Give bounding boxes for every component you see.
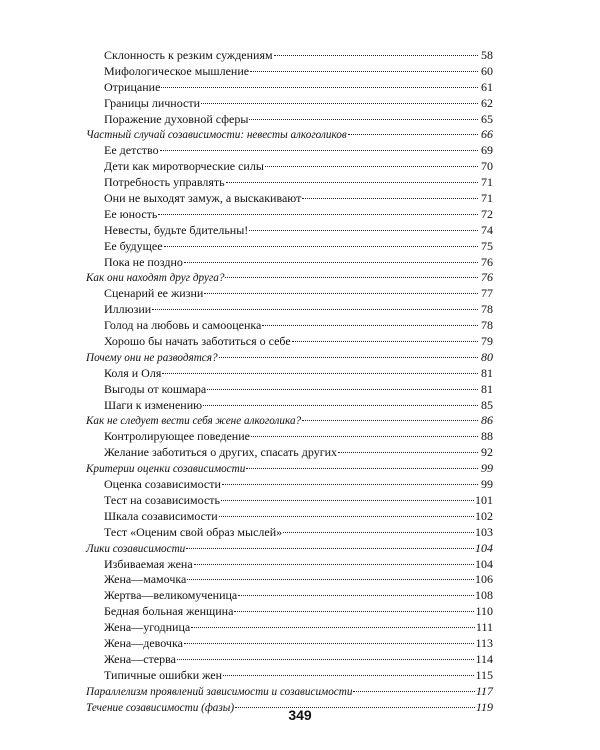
- toc-entry-row: [86, 429, 493, 445]
- dot-leader: [184, 643, 475, 644]
- toc-entry-page: 61: [481, 79, 493, 94]
- toc-entry-row: [86, 477, 493, 493]
- toc-entry-title: Отрицание: [104, 79, 161, 94]
- toc-entry-title: Избиваемая жена: [104, 556, 193, 571]
- toc-entry-title: Голод на любовь и самооценка: [104, 318, 262, 333]
- toc-entry-title: Жена—стерва: [104, 651, 176, 666]
- dot-leader: [302, 420, 478, 421]
- toc-entry-page: 75: [481, 238, 493, 253]
- dot-leader: [292, 341, 478, 342]
- toc-entry-row: [86, 557, 493, 573]
- toc-entry-title: Иллюзии: [104, 302, 152, 317]
- dot-leader: [177, 659, 474, 660]
- toc-entry-row: [86, 191, 493, 207]
- toc-entry-title: Жертва—великомученица: [104, 588, 238, 603]
- dot-leader: [203, 405, 478, 406]
- toc-entry-row: [86, 207, 493, 223]
- toc-entry-title: Невесты, будьте бдительны!: [104, 222, 249, 237]
- toc-entry-title: Оценка созависимости: [104, 477, 221, 492]
- toc-entry-title: Пока не поздно: [104, 254, 183, 269]
- toc-entry-row: [86, 159, 493, 175]
- toc-entry-row: [86, 668, 493, 684]
- toc-entry-title: Жена—угодница: [104, 620, 191, 635]
- toc-entry-title: Коля и Оля: [104, 365, 162, 380]
- toc-entry-title: Как они находят друг друга?: [86, 272, 225, 285]
- toc-entry-title: Частный случай созависимости: невесты алкоголиков: [86, 129, 347, 142]
- dot-leader: [338, 452, 478, 453]
- toc-entry-page: 66: [481, 127, 493, 142]
- dot-leader: [348, 134, 478, 135]
- page-number: 349: [288, 707, 312, 723]
- dot-leader: [162, 373, 478, 374]
- toc-entry-row: [86, 525, 493, 541]
- toc-entry-row: [86, 175, 493, 191]
- toc-entry-row: [86, 445, 493, 461]
- dot-leader: [274, 55, 478, 56]
- dot-leader: [152, 309, 478, 310]
- toc-section-row: [86, 350, 493, 366]
- toc-entry-title: Дети как миротворческие силы: [104, 159, 264, 174]
- toc-entry-page: 71: [481, 175, 493, 190]
- toc-section-row: [86, 461, 493, 477]
- dot-leader: [262, 325, 478, 326]
- dot-leader: [219, 516, 474, 517]
- dot-leader: [234, 611, 474, 612]
- dot-leader: [186, 548, 474, 549]
- toc-entry-page: 60: [481, 63, 493, 78]
- toc-entry-page: 88: [481, 429, 493, 444]
- toc-entry-title: Тест на созависимость: [104, 492, 220, 507]
- toc-entry-title: Жена—девочка: [104, 635, 183, 650]
- toc-entry-title: Почему они не разводятся?: [86, 351, 218, 364]
- toc-entry-page: 101: [475, 492, 493, 507]
- dot-leader: [249, 230, 478, 231]
- toc-entry-title: Критерии оценки созависимости: [86, 463, 246, 476]
- toc-entry-page: 104: [475, 540, 493, 555]
- dot-leader: [353, 691, 474, 692]
- dot-leader: [207, 389, 478, 390]
- toc-entry-title: Шкала созависимости: [104, 508, 218, 523]
- toc-entry-row: [86, 239, 493, 255]
- toc-entry-row: [86, 588, 493, 604]
- toc-entry-page: 114: [475, 651, 493, 666]
- toc-entry-page: 62: [481, 95, 493, 110]
- toc-entry-title: Они не выходят замуж, а выскакивают: [104, 191, 302, 206]
- toc-entry-row: [86, 382, 493, 398]
- toc-entry-title: Параллелизм проявлений зависимости и созависимости: [86, 685, 353, 698]
- toc-entry-title: Склонность к резким суждениям: [104, 48, 273, 62]
- toc-entry-page: 70: [481, 159, 493, 174]
- toc-entry-page: 113: [475, 635, 493, 650]
- toc-section-row: [86, 127, 493, 143]
- dot-leader: [251, 436, 478, 437]
- toc-entry-row: [86, 223, 493, 239]
- toc-entry-row: [86, 64, 493, 80]
- toc-entry-page: 58: [481, 48, 493, 62]
- toc-entry-page: 106: [475, 572, 493, 587]
- toc-entry-row: [86, 652, 493, 668]
- toc-entry-row: [86, 143, 493, 159]
- dot-leader: [222, 484, 478, 485]
- toc-entry-page: 79: [481, 334, 493, 349]
- toc-section-row: [86, 270, 493, 286]
- toc-entry-page: 99: [481, 477, 493, 492]
- toc-entry-row: [86, 48, 493, 64]
- toc-entry-page: 111: [475, 620, 493, 635]
- toc-entry-page: 80: [481, 349, 493, 364]
- toc-entry-page: 86: [481, 413, 493, 428]
- toc-entry-page: 81: [481, 365, 493, 380]
- dot-leader: [219, 357, 478, 358]
- dot-leader: [226, 182, 478, 183]
- toc-entry-page: 78: [481, 318, 493, 333]
- toc-entry-row: [86, 334, 493, 350]
- dot-leader: [221, 500, 474, 501]
- dot-leader: [302, 198, 478, 199]
- toc-entry-page: 65: [481, 111, 493, 126]
- dot-leader: [201, 103, 478, 104]
- toc-entry-title: Тест «Оценим свой образ мыслей»: [104, 524, 283, 539]
- toc-section-row: [86, 684, 493, 700]
- toc-entry-row: [86, 255, 493, 271]
- toc-entry-row: [86, 80, 493, 96]
- dot-leader: [249, 119, 478, 120]
- toc-entry-title: Поражение духовной сферы: [104, 111, 249, 126]
- toc-entry-page: 102: [475, 508, 493, 523]
- toc-entry-title: Желание заботиться о других, спасать других: [104, 445, 338, 460]
- toc-entry-title: Течение созависимости (фазы): [86, 701, 235, 714]
- dot-leader: [194, 564, 474, 565]
- toc-entry-row: [86, 302, 493, 318]
- toc-entry-row: [86, 96, 493, 112]
- toc-entry-title: Как не следует вести себя жене алкоголика?: [86, 415, 302, 428]
- toc-entry-page: 104: [475, 556, 493, 571]
- dot-leader: [160, 150, 478, 151]
- toc-entry-title: Лики созависимости: [86, 542, 186, 555]
- dot-leader: [265, 166, 478, 167]
- toc-entry-title: Ее юность: [104, 206, 158, 221]
- dot-leader: [204, 293, 478, 294]
- toc-entry-title: Ее будущее: [104, 238, 163, 253]
- toc-entry-row: [86, 318, 493, 334]
- toc-entry-page: 99: [481, 461, 493, 476]
- dot-leader: [184, 262, 478, 263]
- toc-entry-page: 117: [475, 683, 493, 698]
- dot-leader: [283, 532, 474, 533]
- toc-entry-row: [86, 493, 493, 509]
- toc-entry-title: Хорошо бы начать заботиться о себе: [104, 334, 291, 349]
- toc-entry-row: [86, 286, 493, 302]
- toc-entry-row: [86, 112, 493, 128]
- dot-leader: [225, 277, 478, 278]
- dot-leader: [250, 71, 478, 72]
- toc-entry-row: [86, 620, 493, 636]
- table-of-contents: [86, 48, 493, 715]
- toc-entry-title: Сценарий ее жизни: [104, 286, 204, 301]
- toc-entry-title: Типичные ошибки жен: [104, 667, 223, 682]
- toc-entry-page: 115: [475, 667, 493, 682]
- toc-entry-page: 72: [481, 206, 493, 221]
- toc-entry-row: [86, 636, 493, 652]
- dot-leader: [164, 246, 478, 247]
- toc-entry-title: Ее детство: [104, 143, 159, 158]
- toc-entry-page: 85: [481, 397, 493, 412]
- toc-section-row: [86, 413, 493, 429]
- toc-entry-row: [86, 366, 493, 382]
- toc-entry-title: Жена—мамочка: [104, 572, 187, 587]
- toc-entry-page: 76: [481, 270, 493, 285]
- toc-entry-page: 119: [475, 699, 493, 714]
- toc-entry-page: 110: [475, 604, 493, 619]
- toc-entry-page: 108: [475, 588, 493, 603]
- dot-leader: [187, 579, 474, 580]
- toc-entry-page: 69: [481, 143, 493, 158]
- toc-entry-page: 76: [481, 254, 493, 269]
- toc-entry-row: [86, 604, 493, 620]
- dot-leader: [191, 627, 475, 628]
- toc-entry-title: Выгоды от кошмара: [104, 381, 207, 396]
- toc-entry-page: 103: [475, 524, 493, 539]
- toc-entry-title: Границы личности: [104, 95, 200, 110]
- toc-entry-page: 77: [481, 286, 493, 301]
- dot-leader: [158, 214, 478, 215]
- toc-entry-title: Бедная больная женщина: [104, 604, 234, 619]
- toc-entry-title: Мифологическое мышление: [104, 63, 250, 78]
- toc-entry-row: [86, 572, 493, 588]
- dot-leader: [238, 595, 474, 596]
- toc-section-row: [86, 541, 493, 557]
- toc-entry-row: [86, 398, 493, 414]
- toc-entry-page: 74: [481, 222, 493, 237]
- toc-entry-title: Контролирующее поведение: [104, 429, 250, 444]
- toc-entry-page: 78: [481, 302, 493, 317]
- dot-leader: [161, 87, 478, 88]
- toc-entry-row: [86, 509, 493, 525]
- toc-entry-title: Потребность управлять: [104, 175, 225, 190]
- toc-entry-title: Шаги к изменению: [104, 397, 203, 412]
- toc-entry-page: 92: [481, 445, 493, 460]
- dot-leader: [223, 675, 474, 676]
- toc-entry-page: 81: [481, 381, 493, 396]
- dot-leader: [246, 468, 478, 469]
- toc-entry-page: 71: [481, 191, 493, 206]
